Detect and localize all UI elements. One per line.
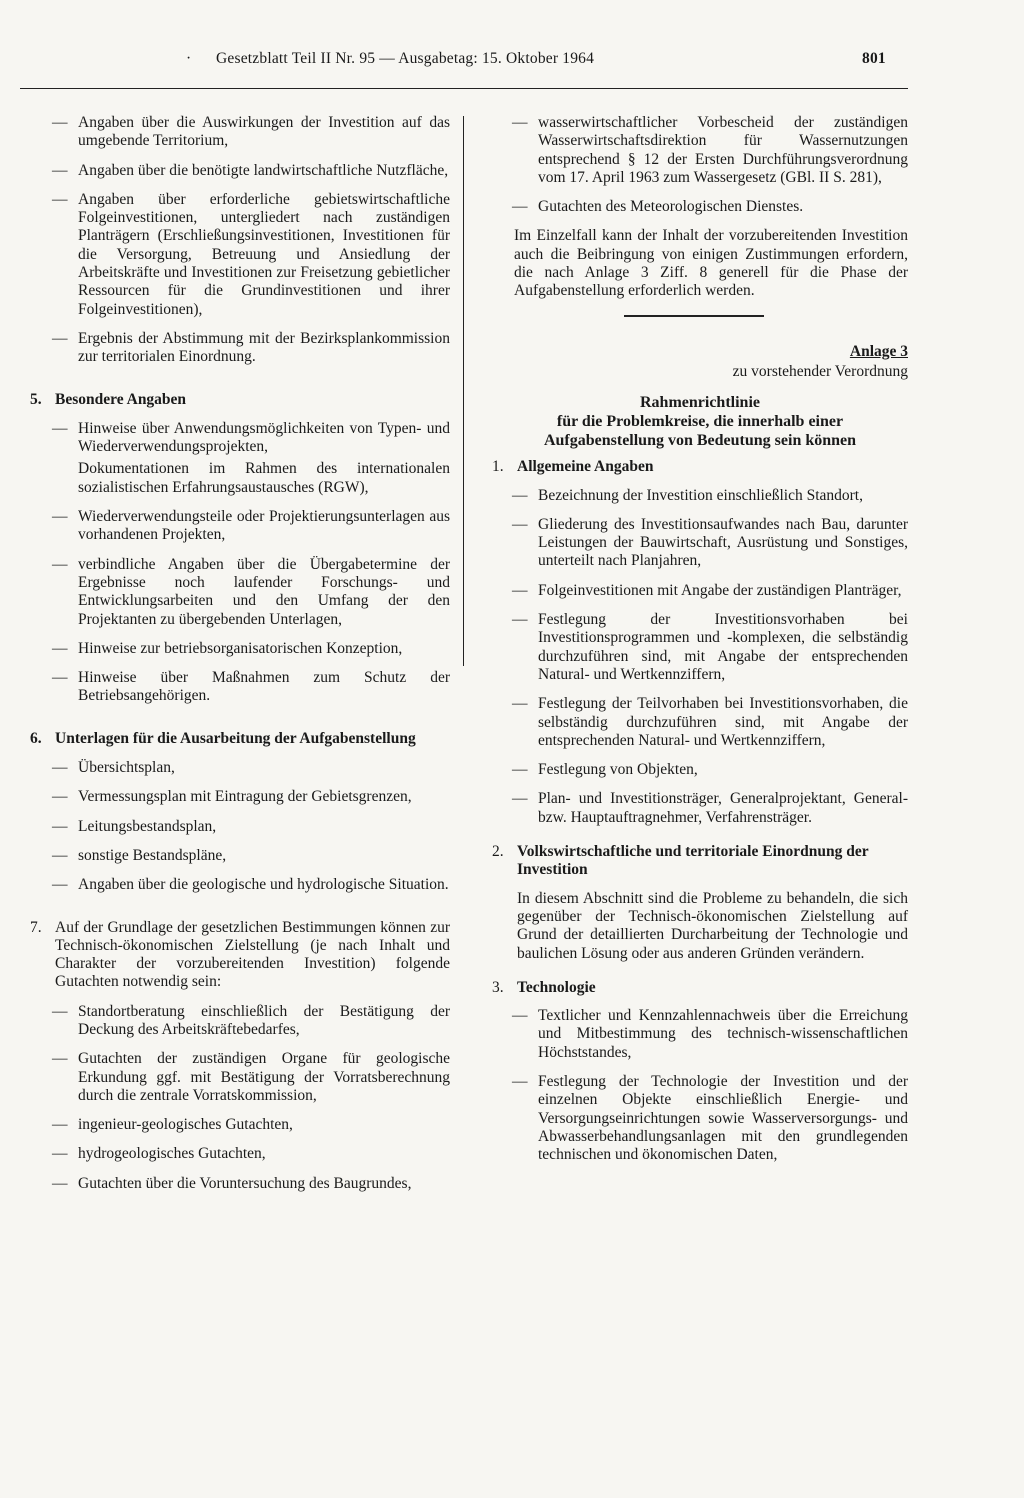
section-separator <box>624 315 764 317</box>
list-item: — Festlegung von Objekten, <box>512 761 698 779</box>
closing-paragraph: Im Einzelfall kann der Inhalt der vorzubereitenden Investition auch die Beibringung von einigen Zustimmungen erfordern, die nach Anlage 3 Ziff. 8 generell für die Phase der Aufgabenstellung erforderlich werden. <box>514 227 908 300</box>
header-title: Gesetzblatt Teil II Nr. 95 — Ausgabetag: 15. Oktober 1964 <box>216 50 595 67</box>
section-5-continuation: Dokumentationen im Rahmen des internationalen sozialistischen Erfahrungsaustausches (RGW), <box>78 460 450 496</box>
list-item: — Hinweise über Anwendungsmöglichkeiten von Typen- und Wiederverwendungsprojekten, <box>52 419 450 456</box>
list-item: — Standortberatung einschließlich der Bestätigung der Deckung des Arbeitskräftebedarfes, <box>52 1002 450 1038</box>
list-item: — Angaben über die benötigte landwirtschaftliche Nutzfläche, <box>52 161 449 179</box>
anlage-subtitle: zu vorstehender Verordnung <box>732 362 908 380</box>
list-item: — Gutachten über die Voruntersuchung des Baugrundes, <box>52 1174 412 1192</box>
list-item: — Bezeichnung der Investition einschließlich Standort, <box>512 486 863 504</box>
section-3-heading: 3. Technologie <box>492 978 596 996</box>
list-item: — wasserwirtschaftlicher Vorbescheid der zuständigen Wasserwirtschaftsdirektion für Wassernutzungen entsprechend § 12 der Ersten Durchführungsverordnung vom 17. April 1963 zum Wassergesetz (GBl. II S. 281), <box>512 114 908 186</box>
list-item: — Plan- und Investitionsträger, Generalprojektant, General- bzw. Hauptauftragnehmer, Verfahrensträger. <box>512 790 908 826</box>
section-7-intro: 7. Auf der Grundlage der gesetzlichen Bestimmungen können zur Technisch-ökonomischen Zielstellung (je nach Inhalt und Charakter der vorzubereitenden Investition) folgende Gutachten notwendig sein: <box>30 918 450 991</box>
list-item: — Festlegung der Technologie der Investition und der einzelnen Objekte einschließlich Energie- und Versorgungseinrichtungen sowie Wasserversorgungs- und Abwasserbehandlungsanlagen mit den grundlegenden technischen und ökonomischen Daten, <box>512 1072 908 1164</box>
section-2-heading: 2. Volkswirtschaftliche und territoriale Einordnung der Investition <box>492 843 869 879</box>
section-5-heading: 5. Besondere Angaben <box>30 390 187 408</box>
left-column <box>30 114 450 1204</box>
list-item: — Wiederverwendungsteile oder Projektierungsunterlagen aus vorhandenen Projekten, <box>52 508 450 544</box>
right-column <box>492 114 908 1175</box>
list-item: — Ergebnis der Abstimmung mit der Bezirksplankommission zur territorialen Einordnung. <box>52 329 450 366</box>
list-item: — Hinweise über Maßnahmen zum Schutz der Betriebsangehörigen. <box>52 669 450 705</box>
column-divider <box>463 116 464 666</box>
list-item: — Textlicher und Kennzahlennachweis über die Erreichung und Mitbestimmung des technisch-wissenschaftlichen Höchststandes, <box>512 1007 908 1061</box>
section-1-heading: 1. Allgemeine Angaben <box>492 458 654 476</box>
list-item: — Festlegung der Investitionsvorhaben bei Investitionsprogrammen und -komplexen, die selbständig durchzuführen sind, mit Angabe der entsprechenden Natural- und Wertkennziffern, <box>512 611 908 683</box>
list-item: — Gliederung des Investitionsaufwandes nach Bau, darunter Leistungen der Bauwirtschaft, Ausrüstung und Sonstiges, unterteilt nach Planjahren, <box>512 515 908 570</box>
list-item: — Angaben über erforderliche gebietswirtschaftliche Folgeinvestitionen, untergliedert nach zuständigen Planträgern (Erschließungsinvestitionen, Investitionen für die Versorgung, Betreuung und Ansiedlung der Arbeitskräfte und Investitionen zur Freisetzung gebietlicher Ressourcen für die Grundinvestitionen und ihrer Folgeinvestitionen), <box>52 190 450 318</box>
list-item: — Leitungsbestandsplan, <box>52 817 217 835</box>
list-item: — Vermessungsplan mit Eintragung der Gebietsgrenzen, <box>52 788 412 806</box>
list-item: — Folgeinvestitionen mit Angabe der zuständigen Planträger, <box>512 581 902 599</box>
list-item: — ingenieur-geologisches Gutachten, <box>52 1116 293 1134</box>
list-item: — Hinweise zur betriebsorganisatorischen Konzeption, <box>52 639 403 657</box>
section-2-text: In diesem Abschnitt sind die Probleme zu behandeln, die sich gegenüber der Technisch-ökonomischen Zielstellung auf Grund der detaillierten Durcharbeitung der Technologie und baulichen Lösung oder aus anderen Gründen verändern. <box>517 889 908 962</box>
header-dot: · <box>186 50 192 67</box>
list-item: — Angaben über die Auswirkungen der Investition auf das umgebende Territorium, <box>52 114 450 150</box>
list-item: — Übersichtsplan, <box>52 759 175 777</box>
guideline-title: Rahmenrichtlinie für die Problemkreise, die innerhalb einer Aufgabenstellung von Bedeutung sein können <box>543 394 857 450</box>
section-6-heading: 6. Unterlagen für die Ausarbeitung der Aufgabenstellung <box>30 729 416 747</box>
list-item: — Gutachten der zuständigen Organe für geologische Erkundung ggf. mit Bestätigung der Vorratsberechnung durch die zentrale Vorratskommission, <box>52 1050 450 1104</box>
page-number: 801 <box>862 50 886 67</box>
list-item: — Gutachten des Meteorologischen Dienstes. <box>512 198 804 216</box>
list-item: — Angaben über die geologische und hydrologische Situation. <box>52 876 449 894</box>
list-item: — hydrogeologisches Gutachten, <box>52 1145 266 1163</box>
header-rule <box>20 88 908 89</box>
list-item: — verbindliche Angaben über die Übergabetermine der Ergebnisse noch laufender Forschungs- und Entwicklungsarbeiten und den Umfang der den Projektanten zu übergebenden Unterlagen, <box>52 555 450 628</box>
list-item: — Festlegung der Teilvorhaben bei Investitionsvorhaben, die selbständig durchzuführen sind, mit Angabe der entsprechenden Natural- und Wertkennziffern, <box>512 695 908 749</box>
anlage-title: Anlage 3 <box>849 342 908 360</box>
list-item: — sonstige Bestandspläne, <box>52 846 227 864</box>
